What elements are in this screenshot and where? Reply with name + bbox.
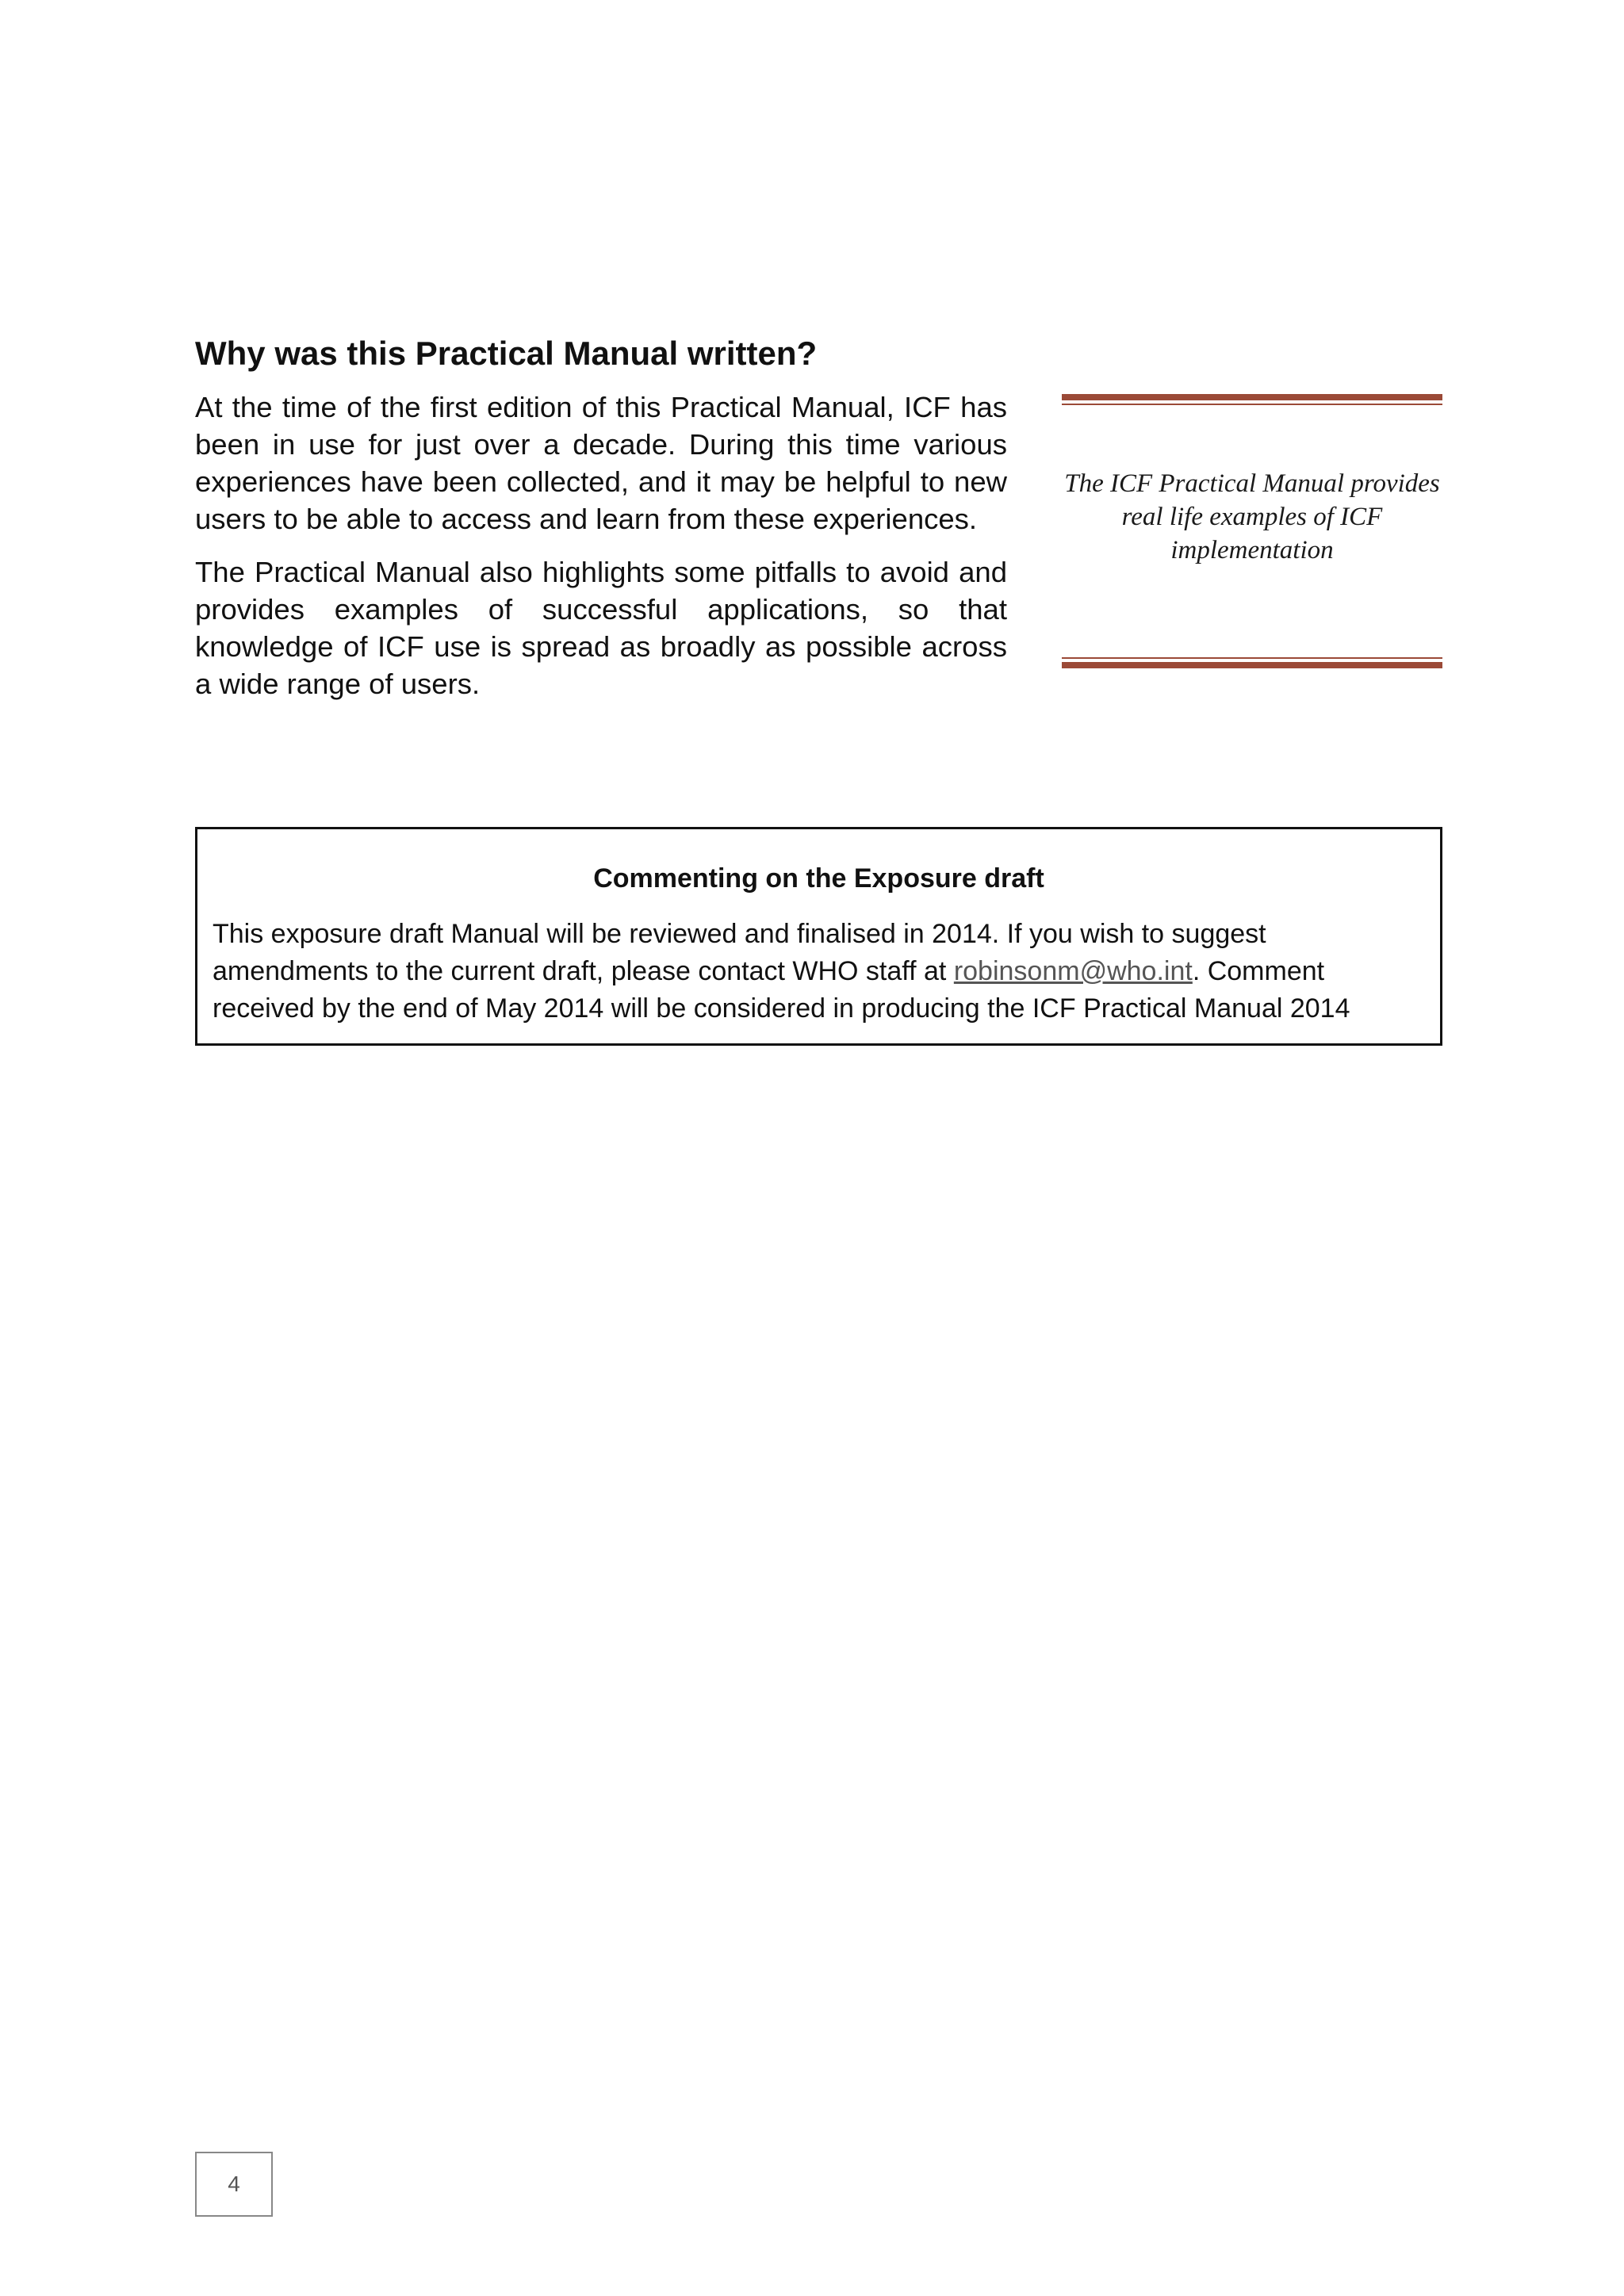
contact-email-link[interactable]: robinsonm@who.int bbox=[953, 956, 1193, 986]
notice-text bbox=[213, 916, 1425, 1027]
exposure-draft-notice bbox=[195, 827, 1442, 1046]
body-text bbox=[195, 388, 1007, 718]
body-paragraph-1: At the time of the first edition of this Practical Manual, ICF has been in use for just over a decade. During this time various experiences have been collected, and it may be helpful to new users to be able to access and learn from these experiences. bbox=[195, 391, 1007, 535]
notice-text-before-link: This exposure draft Manual will be reviewed and finalised in 2014. If you wish to suggest amendments to the current draft, please contact WHO staff at bbox=[213, 919, 1266, 986]
pull-quote bbox=[1062, 394, 1442, 670]
pull-quote-text: The ICF Practical Manual provides real life examples of ICF implementation bbox=[1064, 469, 1440, 564]
pull-quote-bottom-rule bbox=[1062, 662, 1442, 668]
page-number: 4 bbox=[195, 2152, 273, 2217]
body-paragraph-2: The Practical Manual also highlights some pitfalls to avoid and provides examples of successful applications, so that knowledge of ICF use is spread as broadly as possible across a wide range of users. bbox=[195, 556, 1007, 700]
notice-text-after-link: . Comment received by the end of May 2014 will be considered in producing the ICF Practical Manual 2014 bbox=[213, 956, 1350, 1024]
pull-quote-top-rule bbox=[1062, 394, 1442, 400]
pull-quote-top-thin-rule bbox=[1062, 404, 1442, 405]
pull-quote-bottom-thin-rule bbox=[1062, 657, 1442, 659]
notice-title: Commenting on the Exposure draft bbox=[593, 863, 1044, 894]
section-heading: Why was this Practical Manual written? bbox=[195, 335, 818, 372]
